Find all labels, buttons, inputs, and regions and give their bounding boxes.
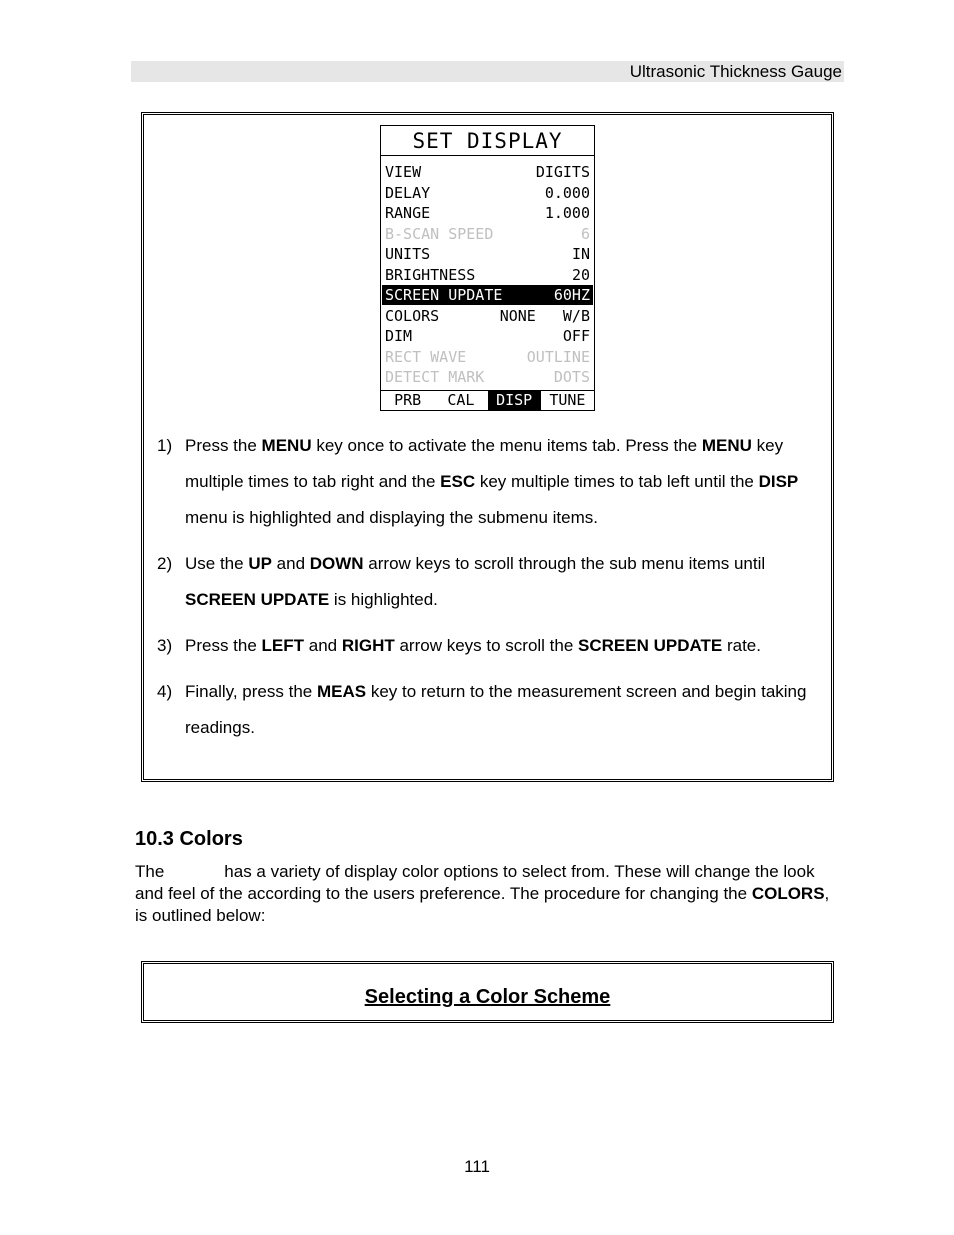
step-text-fragment: arrow keys to scroll through the sub menu items until (363, 554, 766, 573)
step-text-fragment: arrow keys to scroll the (394, 636, 579, 655)
step-keyword: DOWN (309, 554, 364, 573)
menu-item-value: NONE W/B (499, 306, 590, 325)
menu-item-value: DIGITS (535, 163, 590, 181)
menu-item-label: UNITS (385, 245, 431, 263)
page-number: 111 (464, 1157, 490, 1176)
menu-item-value: 0.000 (544, 183, 590, 202)
screen-title-divider (381, 155, 594, 156)
step-item (157, 546, 827, 618)
step-keyword: MENU (261, 436, 312, 455)
device-screen (380, 125, 595, 411)
menu-item-value: 1.000 (544, 204, 590, 222)
menu-item-label: DIM (385, 327, 413, 345)
step-keyword: DISP (758, 472, 799, 491)
screen-tab-cal: CAL (447, 391, 475, 409)
step-item (157, 628, 827, 664)
screen-menu-item (382, 347, 593, 367)
step-keyword: ESC (440, 472, 476, 491)
step-text-fragment: and (304, 636, 342, 655)
step-keyword: SCREEN UPDATE (578, 636, 723, 655)
menu-item-value: 20 (571, 265, 590, 284)
screen-menu-item (382, 244, 593, 264)
step-text-fragment: Press the (185, 636, 262, 655)
step-text-fragment: and (271, 554, 310, 573)
step-keyword: RIGHT (341, 636, 395, 655)
screen-tab-prb: PRB (394, 391, 422, 409)
screen-tab-tune: TUNE (549, 391, 586, 409)
menu-item-value: OFF (562, 327, 590, 345)
step-text-fragment: key to return to the measurement screen and begin taking readings. (185, 682, 807, 737)
step-text (185, 428, 827, 536)
header-title: Ultrasonic Thickness Gauge (629, 62, 842, 81)
menu-item-label: DELAY (385, 183, 431, 202)
step-text (185, 628, 761, 664)
menu-item-label: RECT WAVE (385, 347, 467, 366)
step-text-fragment: key once to activate the menu items tab. Press the (311, 436, 702, 455)
screen-tab-bar (381, 390, 594, 410)
procedure-box (141, 961, 834, 1023)
step-item (157, 674, 827, 746)
menu-item-value: 6 (580, 224, 590, 243)
step-number: 4) (157, 682, 173, 701)
menu-item-value: OUTLINE (526, 347, 590, 366)
step-text-fragment: Finally, press the (185, 682, 317, 701)
menu-item-label: B-SCAN SPEED (385, 224, 494, 243)
screen-menu-item (382, 224, 593, 244)
section-heading: 10.3 Colors (135, 828, 243, 850)
menu-item-value: 60HZ (553, 286, 590, 304)
para-start: The (135, 862, 165, 881)
menu-item-label: VIEW (385, 163, 422, 181)
step-text-fragment: is highlighted. (329, 590, 438, 609)
step-item (157, 428, 827, 536)
step-keyword: MENU (701, 436, 752, 455)
screen-menu-item (382, 265, 593, 285)
menu-item-label: RANGE (385, 204, 431, 222)
screen-menu-item (382, 285, 593, 305)
menu-item-label: SCREEN UPDATE (385, 286, 503, 304)
step-text (185, 546, 827, 618)
step-number: 2) (157, 554, 173, 573)
step-number: 3) (157, 636, 173, 655)
screen-tab-disp: DISP (488, 391, 541, 410)
screen-menu-item (382, 203, 593, 223)
step-text-fragment: key multiple times to tab left until the (475, 472, 759, 491)
step-number: 1) (157, 436, 173, 455)
step-keyword: MEAS (316, 682, 367, 701)
screen-menu-item (382, 367, 593, 387)
screen-title: SET DISPLAY (412, 129, 563, 153)
step-keyword: SCREEN UPDATE (185, 590, 330, 609)
menu-item-value: DOTS (553, 368, 590, 386)
para-end: , is outlined below: (135, 884, 830, 925)
menu-item-label: DETECT MARK (385, 368, 485, 386)
section-paragraph (135, 861, 835, 927)
screen-menu-item (382, 326, 593, 346)
screen-menu-item (382, 183, 593, 203)
step-text-fragment: Use the (185, 554, 249, 573)
step-keyword: LEFT (261, 636, 305, 655)
step-text-fragment: menu is highlighted and displaying the submenu items. (185, 508, 598, 527)
screen-menu-item (382, 306, 593, 326)
step-keyword: UP (248, 554, 272, 573)
para-rest: has a variety of display color options to select from. These will change the look and feel of the according to the users preference. The procedure for changing the (135, 862, 815, 903)
menu-item-label: BRIGHTNESS (385, 265, 476, 284)
step-text-fragment: key multiple times to tab right and the (185, 436, 784, 491)
menu-item-value: IN (571, 245, 590, 263)
step-list (157, 428, 827, 756)
step-text-fragment: Press the (185, 436, 262, 455)
page-header (131, 61, 844, 82)
step-text (185, 674, 827, 746)
procedure-title: Selecting a Color Scheme (364, 986, 611, 1008)
para-bold: COLORS (751, 884, 825, 903)
menu-item-label: COLORS (385, 306, 440, 325)
step-text-fragment: rate. (722, 636, 761, 655)
screen-menu-item (382, 162, 593, 182)
